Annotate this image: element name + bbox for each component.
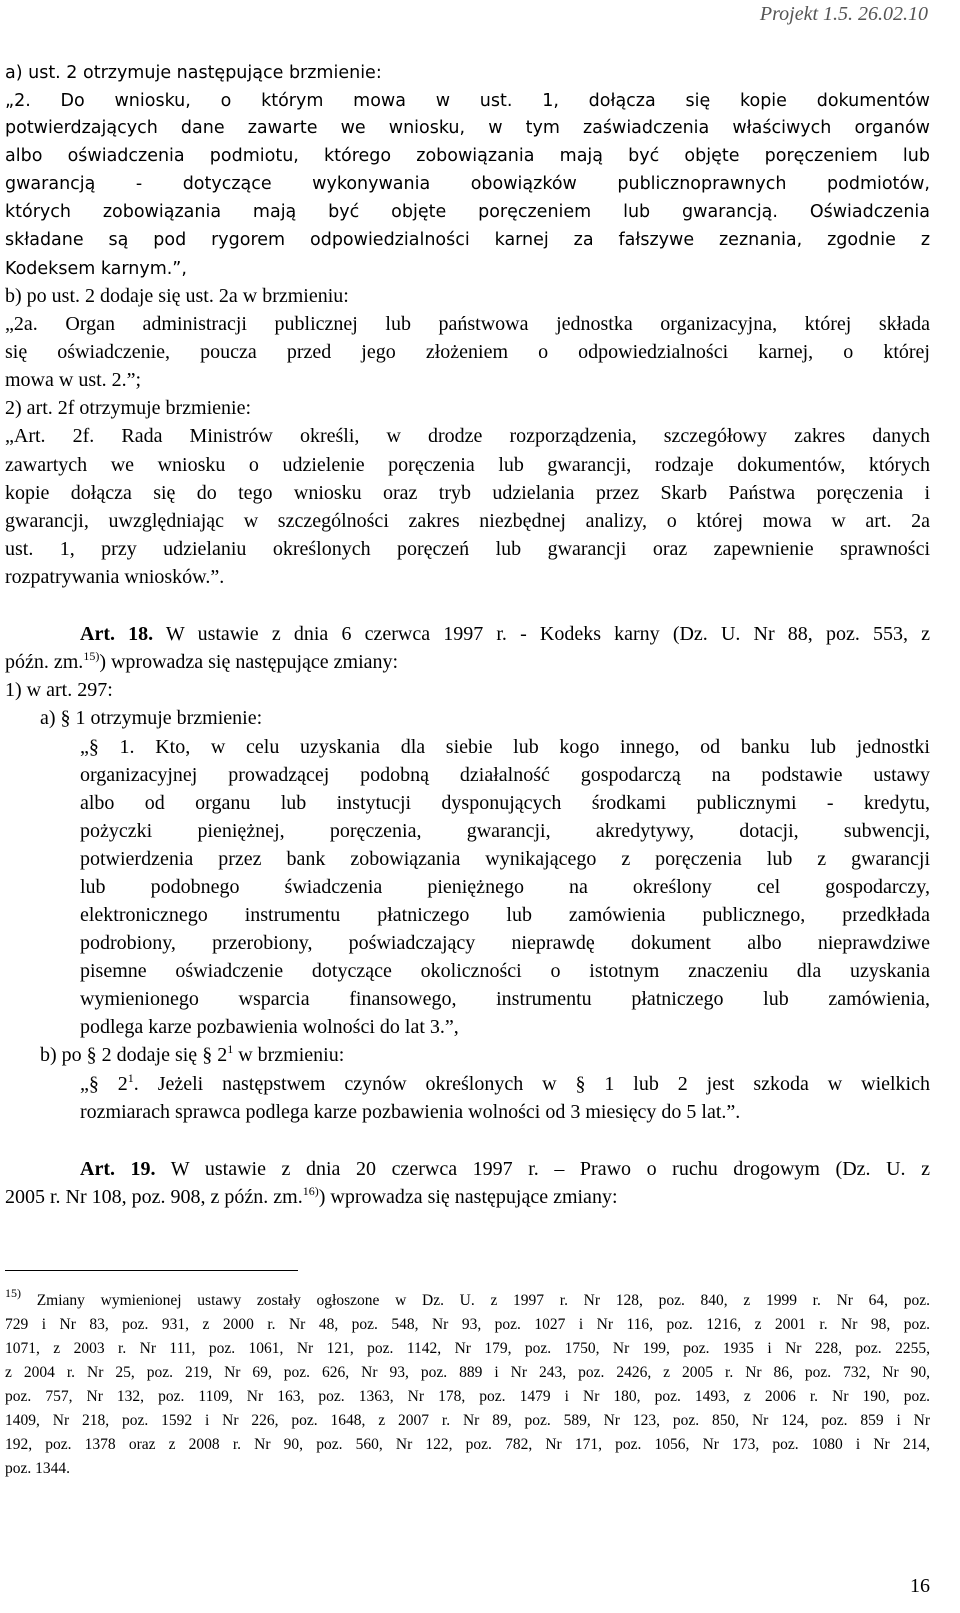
text-run: potwierdzających dane zawarte we wniosku, w tym zaświadczenia właściwych organów (5, 118, 930, 138)
body-line (40, 1041, 344, 1070)
body-line (5, 310, 930, 339)
text-run: zawartych we wniosku o udzielenie poręczenia lub gwarancji, rodzaje dokumentów, których (5, 454, 930, 476)
text-run: ) wprowadza się następujące zmiany: (318, 1186, 618, 1208)
body-line (5, 142, 930, 171)
body-line (5, 535, 930, 564)
text-run: lub podobnego świadczenia pieniężnego na określony cel gospodarczy, (80, 876, 930, 898)
text-run: 1071, z 2003 r. Nr 111, poz. 1061, Nr 121, poz. 1142, Nr 179, poz. 1750, Nr 199, poz. 1935 i Nr 228, poz. 2255, (5, 1340, 930, 1357)
text-run: których zobowiązania mają być objęte poręczeniem lub gwarancją. Oświadczenia (5, 202, 930, 222)
text-run: „2. Do wniosku, o którym mowa w ust. 1, dołącza się kopie dokumentów (5, 91, 930, 111)
text-run: w brzmieniu: (233, 1044, 345, 1066)
text-run: 1) w art. 297: (5, 679, 113, 701)
text-run: „2a. Organ administracji publicznej lub państwowa jednostka organizacyjna, której składa (5, 313, 930, 335)
page-number: 16 (910, 1575, 930, 1597)
text-run: rozpatrywania wniosków.”. (5, 566, 225, 588)
footnote-line (5, 1361, 930, 1385)
body-line (5, 170, 930, 199)
text-run: 2005 r. Nr 108, poz. 908, z późn. zm. (5, 1186, 303, 1208)
text-run: elektronicznego instrumentu płatniczego lub zamówienia publicznego, przedkłada (80, 904, 930, 926)
body-line (80, 957, 930, 986)
text-run: podlega karze pozbawienia wolności do lat 3.”, (80, 1016, 459, 1038)
body-line (5, 366, 141, 395)
footnote-line (5, 1286, 930, 1313)
body-line (5, 479, 930, 508)
text-run: „Art. 2f. Rada Ministrów określi, w drodze rozporządzenia, szczegółowy zakres danych (5, 425, 930, 447)
text-run: 192, poz. 1378 oraz z 2008 r. Nr 90, poz. 560, Nr 122, poz. 782, Nr 171, poz. 1056, Nr 173, poz. 1080 i Nr 214, (5, 1436, 930, 1453)
text-run: pożyczki pieniężnej, poręczenia, gwarancji, akredytywy, dotacji, subwencji, (80, 820, 930, 842)
text-run: 729 i Nr 83, poz. 931, z 2000 r. Nr 48, poz. 548, Nr 93, poz. 1027 i Nr 116, poz. 1216, z 2001 r. Nr 98, poz. (5, 1316, 930, 1333)
text-run: z 2004 r. Nr 25, poz. 219, Nr 69, poz. 626, Nr 93, poz. 889 i Nr 243, poz. 2426, z 2005 r. Nr 86, poz. 732, Nr 90, (5, 1364, 930, 1381)
body-line (80, 761, 930, 790)
footnote-line (5, 1409, 930, 1433)
body-line (80, 1070, 930, 1099)
text-run: rozmiarach sprawca podlega karze pozbawienia wolności od 3 miesięcy do 5 lat.”. (80, 1101, 741, 1123)
text-run: ) wprowadza się następujące zmiany: (99, 651, 399, 673)
body-line (5, 87, 930, 116)
text-run: b) po § 2 dodaje się § 2 (40, 1044, 228, 1066)
text-run: W ustawie z dnia 6 czerwca 1997 r. - Kodeks karny (Dz. U. Nr 88, poz. 553, z (153, 623, 931, 645)
body-line (80, 985, 930, 1014)
body-line (5, 1183, 618, 1212)
text-run: poz. 757, Nr 132, poz. 1109, Nr 163, poz. 1363, Nr 178, poz. 1479 i Nr 180, poz. 1493, z 2006 r. Nr 190, poz. (5, 1388, 930, 1405)
text-run: poz. 1344. (5, 1460, 71, 1477)
footnote-line (5, 1385, 930, 1409)
body-line (5, 394, 251, 423)
text-run: mowa w ust. 2.”; (5, 369, 142, 391)
text-run: potwierdzenia przez bank zobowiązania wynikającego z poręczenia lub z gwarancji (80, 848, 930, 870)
text-run: a) § 1 otrzymuje brzmienie: (40, 707, 263, 729)
text-run: gwarancji, uwzględniając w szczególności zakres niezbędnej analizy, o której mowa w art. 2a (5, 510, 930, 532)
text-run: gwarancją - dotyczące wykonywania obowiązków publicznoprawnych podmiotów, (5, 174, 930, 194)
body-line (5, 114, 930, 143)
body-line (5, 563, 224, 592)
body-line (80, 620, 930, 649)
text-run: podrobiony, przerobiony, poświadczający nieprawdę dokument albo nieprawdziwe (80, 932, 930, 954)
body-line (80, 789, 930, 818)
text-run: albo od organu lub instytucji dysponujących środkami publicznymi - kredytu, (80, 792, 930, 814)
body-line (5, 282, 349, 311)
body-line (5, 338, 930, 367)
text-run: wymienionego wsparcia finansowego, instrumentu płatniczego lub zamówienia, (80, 988, 930, 1010)
footnote-line (5, 1457, 70, 1481)
text-run: składane są pod rygorem odpowiedzialności karnej za fałszywe zeznania, zgodnie z (5, 230, 930, 250)
text-run: „§ 2 (80, 1073, 128, 1095)
body-line (5, 507, 930, 536)
text-run: a) ust. 2 otrzymuje następujące brzmienie: (5, 63, 382, 83)
body-line (80, 733, 930, 762)
text-run: organizacyjnej prowadzącej podobną działalność gospodarczą na podstawie ustawy (80, 764, 930, 786)
text-run: się oświadczenie, poucza przed jego złożeniem o odpowiedzialności karnej, o której (5, 341, 930, 363)
footnote-line (5, 1433, 930, 1457)
text-run: . Jeżeli następstwem czynów określonych w § 1 lub 2 jest szkoda w wielkich (133, 1073, 930, 1095)
body-line (5, 59, 382, 88)
body-line (40, 704, 262, 733)
text-run: Zmiany wymienionej ustawy zostały ogłoszone w Dz. U. z 1997 r. Nr 128, poz. 840, z 1999 r. Nr 64, poz. (21, 1292, 930, 1309)
text-run: albo oświadczenia podmiotu, którego zobowiązania mają być objęte poręczeniem lub (5, 146, 930, 166)
body-line (80, 873, 930, 902)
text-run: 2) art. 2f otrzymuje brzmienie: (5, 397, 252, 419)
footnote-reference: 15) (5, 1286, 21, 1300)
text-run: kopie dołącza się do tego wniosku oraz tryb udzielania przez Skarb Państwa poręczenia i (5, 482, 930, 504)
footnote-line (5, 1337, 930, 1361)
body-line (5, 422, 930, 451)
body-line (80, 901, 930, 930)
body-line (80, 845, 930, 874)
body-line (80, 1013, 459, 1042)
text-run: Kodeksem karnym.”, (5, 259, 187, 279)
footnote-separator (5, 1270, 298, 1271)
text-run: b) po ust. 2 dodaje się ust. 2a w brzmieniu: (5, 285, 349, 307)
footnote-reference: 1 (127, 1071, 134, 1085)
body-line (80, 1098, 740, 1127)
body-line (5, 255, 187, 284)
body-line (5, 226, 930, 255)
article-heading: Art. 19. (80, 1158, 156, 1180)
text-run: ust. 1, przy udzielaniu określonych poręczeń lub gwarancji oraz zapewnienie sprawności (5, 538, 930, 560)
article-heading: Art. 18. (80, 623, 154, 645)
body-line (5, 198, 930, 227)
document-header: Projekt 1.5. 26.02.10 (759, 3, 928, 25)
body-line (5, 648, 398, 677)
text-run: pisemne oświadczenie dotyczące okoliczności o istotnym znaczeniu dla uzyskania (80, 960, 930, 982)
text-run: W ustawie z dnia 20 czerwca 1997 r. – Prawo o ruchu drogowym (Dz. U. z (155, 1158, 930, 1180)
footnote-reference: 15) (83, 649, 100, 663)
body-line (5, 451, 930, 480)
footnote-reference: 16) (302, 1184, 319, 1198)
footnote-reference: 1 (227, 1042, 234, 1056)
text-run: „§ 1. Kto, w celu uzyskania dla siebie lub kogo innego, od banku lub jednostki (80, 736, 930, 758)
body-line (80, 1155, 930, 1184)
text-run: późn. zm. (5, 651, 84, 673)
body-line (80, 929, 930, 958)
footnote-line (5, 1313, 930, 1337)
body-line (80, 817, 930, 846)
text-run: 1409, Nr 218, poz. 1592 i Nr 226, poz. 1648, z 2007 r. Nr 89, poz. 589, Nr 123, poz. 850, Nr 124, poz. 859 i Nr (5, 1412, 930, 1429)
body-line (5, 676, 113, 705)
